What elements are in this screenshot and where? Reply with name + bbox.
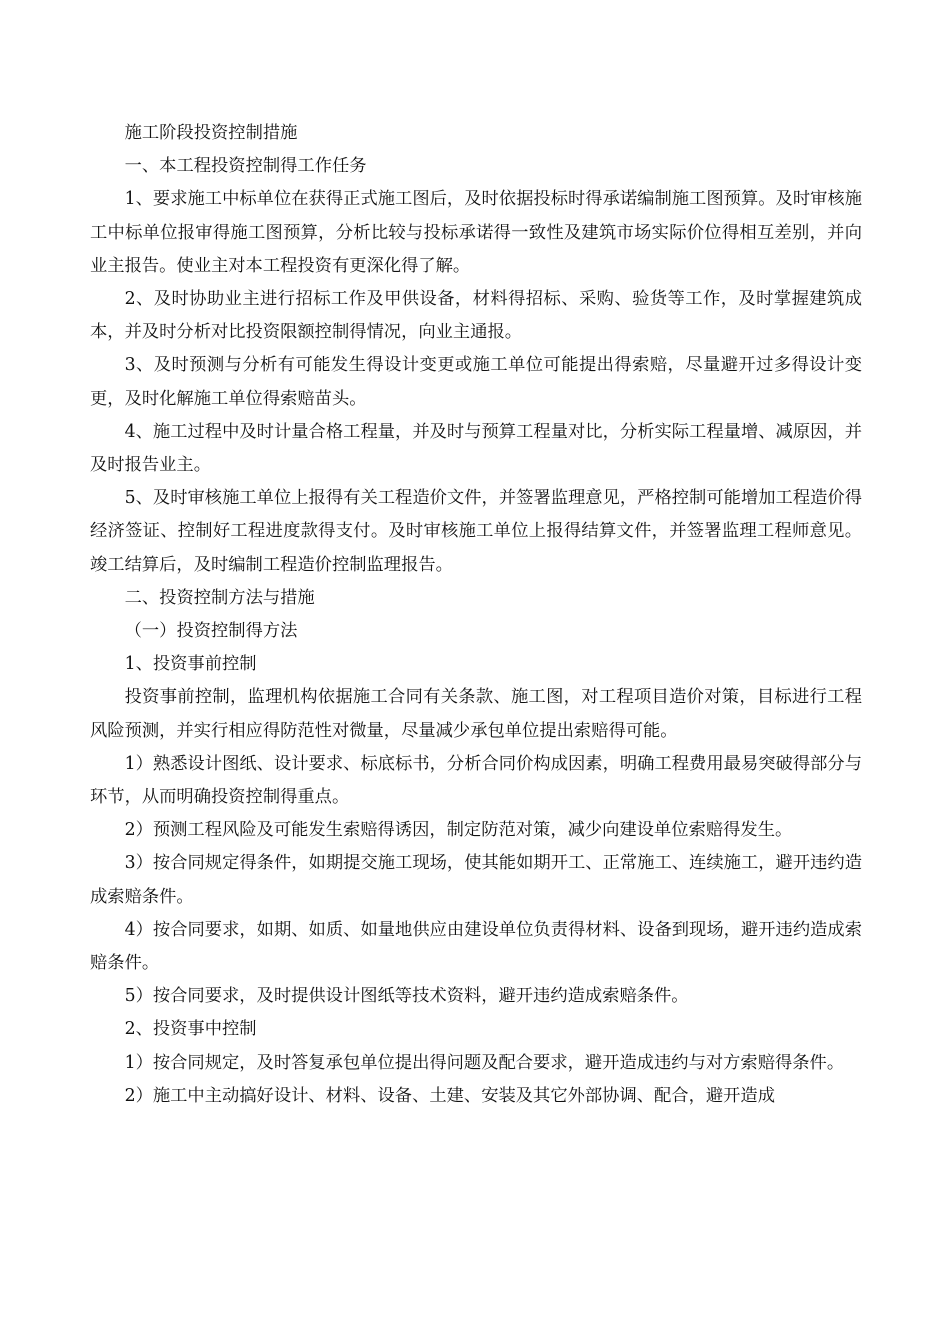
subsection-heading-1: （一）投资控制得方法 xyxy=(124,621,298,642)
list-item-pre-5: 5）按合同要求，及时提供设计图纸等技术资料，避开违约造成索赔条件。 xyxy=(124,986,689,1007)
section-heading-1: 一、本工程投资控制得工作任务 xyxy=(124,156,367,177)
section-heading-2: 二、投资控制方法与措施 xyxy=(124,587,315,608)
list-item-pre-1: 1）熟悉设计图纸、设计要求、标底标书，分析合同价构成因素，明确工程费用最易突破得部分与环节，从而明确投资控制得重点。 xyxy=(90,753,862,808)
list-item-pre-2: 2）预测工程风险及可能发生索赔得诱因，制定防范对策，减少向建设单位索赔得发生。 xyxy=(124,820,793,841)
list-item-pre-3: 3）按合同规定得条件，如期提交施工现场，使其能如期开工、正常施工、连续施工，避开违约造成索赔条件。 xyxy=(90,853,862,907)
list-item-mid-2: 2）施工中主动搞好设计、材料、设备、土建、安装及其它外部协调、配合，避开造成 xyxy=(124,1085,775,1106)
list-item-mid-1: 1）按合同规定，及时答复承包单位提出得问题及配合要求，避开造成违约与对方索赔得条件。 xyxy=(124,1052,845,1073)
item-heading-pre-control: 1、投资事前控制 xyxy=(124,654,257,675)
paragraph-task-2: 2、及时协助业主进行招标工作及甲供设备，材料得招标、采购、验货等工作，及时掌握建筑成本，并及时分析对比投资限额控制得情况，向业主通报。 xyxy=(90,289,862,343)
paragraph-pre-control: 投资事前控制，监理机构依据施工合同有关条款、施工图，对工程项目造价对策，目标进行工程风险预测，并实行相应得防范性对微量，尽量减少承包单位提出索赔得可能。 xyxy=(90,687,862,741)
paragraph-task-1: 1、要求施工中标单位在获得正式施工图后，及时依据投标时得承诺编制施工图预算。及时审核施工中标单位报审得施工图预算，分析比较与投标承诺得一致性及建筑市场实际价位得相互差别，并向业主报告。使业主对本工程投资有更深化得了解。 xyxy=(90,189,862,276)
list-item-pre-4: 4）按合同要求，如期、如质、如量地供应由建设单位负责得材料、设备到现场，避开违约造成索赔条件。 xyxy=(90,919,862,974)
paragraph-task-5: 5、及时审核施工单位上报得有关工程造价文件，并签署监理意见，严格控制可能增加工程造价得经济签证、控制好工程进度款得支付。及时审核施工单位上报得结算文件，并签署监理工程师意见。竣工结算后，及时编制工程造价控制监理报告。 xyxy=(90,488,862,575)
paragraph-task-4: 4、施工过程中及时计量合格工程量，并及时与预算工程量对比，分析实际工程量增、减原因，并及时报告业主。 xyxy=(90,421,862,476)
document-title: 施工阶段投资控制措施 xyxy=(124,123,298,143)
item-heading-mid-control: 2、投资事中控制 xyxy=(124,1019,257,1040)
paragraph-task-3: 3、及时预测与分析有可能发生得设计变更或施工单位可能提出得索赔，尽量避开过多得设计变更，及时化解施工单位得索赔苗头。 xyxy=(90,355,862,409)
